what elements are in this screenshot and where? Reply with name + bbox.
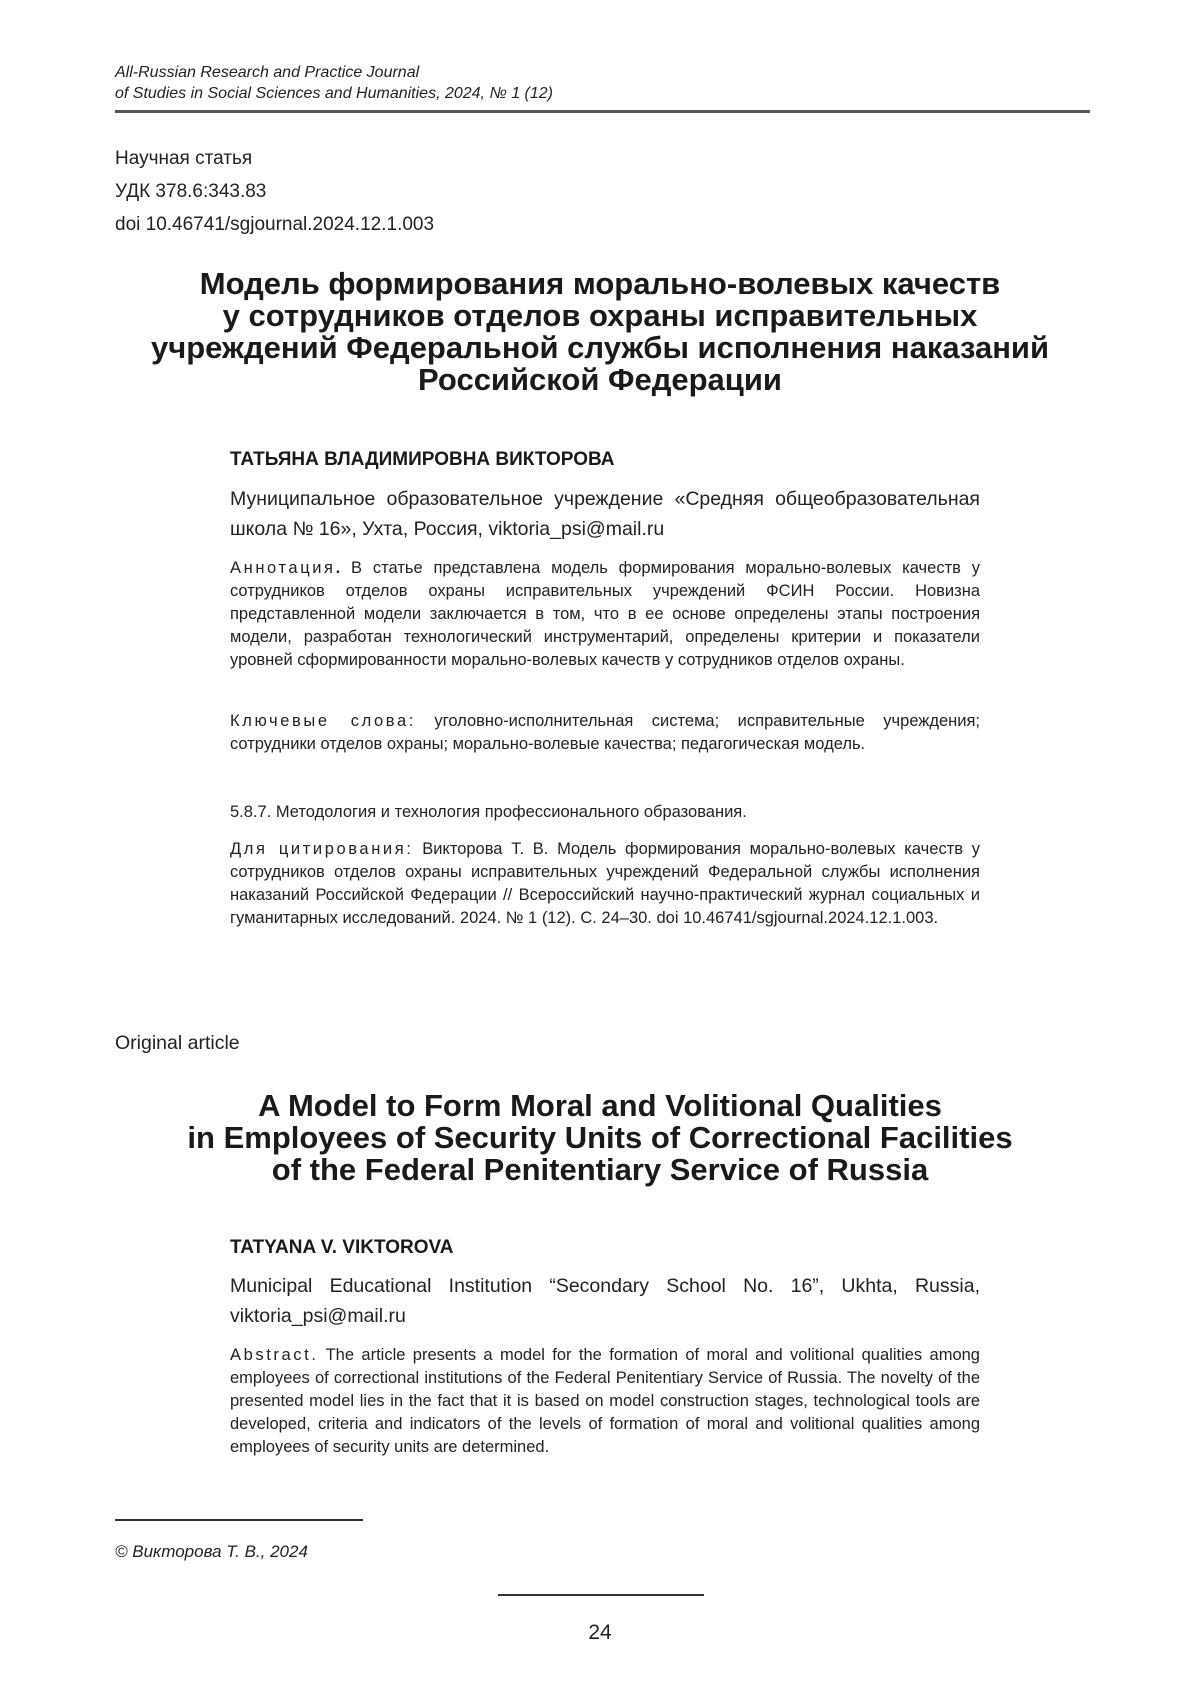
footnote-rule — [115, 1519, 363, 1521]
title-ru-line: учреждений Федеральной службы исполнения наказаний — [150, 330, 1050, 365]
abstract-en — [230, 1344, 980, 1459]
article-type-ru: Научная статья — [115, 148, 253, 169]
citation-ru-label: Для цитирования: — [230, 840, 414, 858]
abstract-en-text: The article presents a model for the formation of moral and volitional qualities among employees of correctional institutions of the Federal Penitentiary Service of Russia. The novelty of the presented model lies in the fact that it is based on model construction stages, technological tools are developed, criteria and indicators of the levels of formation of moral and volitional qualities among employees of security units are determined. — [230, 1346, 980, 1456]
keywords-ru-text: уголовно-исполнительная система; исправительные учреждения; сотрудники отделов охраны; морально-волевые качества; педагогическая модель. — [230, 712, 980, 753]
affiliation-ru — [230, 484, 980, 544]
title-ru-line: Российской Федерации — [418, 362, 782, 397]
doi-ru: doi 10.46741/sgjournal.2024.12.1.003 — [115, 214, 435, 235]
article-meta — [115, 142, 434, 241]
specialty-ru-text: 5.8.7. Методология и технология профессионального образования. — [230, 803, 747, 821]
abstract-en-label: Abstract. — [230, 1346, 319, 1364]
keywords-ru-label: Ключевые слова: — [230, 712, 416, 730]
affiliation-ru-text: Муниципальное образовательное учреждение «Средняя общеобразовательная школа № 16», Ухта, Россия, viktoria_psi@mail.ru — [230, 488, 980, 540]
title-ru-line: Модель формирования морально-волевых качеств — [199, 266, 1001, 301]
title-ru — [100, 268, 1100, 396]
abstract-en-paragraph — [230, 1344, 980, 1459]
author-en — [230, 1236, 980, 1260]
citation-ru — [230, 838, 980, 930]
citation-ru-text: Викторова Т. В. Модель формирования морально-волевых качеств у сотрудников отделов охраны исправительных учреждений Федеральной службы исполнения наказаний Российской Федерации // Всероссийский научно-практический журнал социальных и гуманитарных исследований. 2024. № 1 (12). С. 24–30. doi 10.46741/sgjournal.2024.12.1.003. — [230, 840, 980, 927]
author-name-en: TATYANA V. VIKTOROVA — [230, 1237, 454, 1258]
author-ru — [230, 448, 980, 472]
copyright-note: © Викторова Т. В., 2024 — [115, 1542, 308, 1561]
abstract-ru-text: В статье представлена модель формирования морально-волевых качеств у сотрудников отделов охраны исправительных учреждений ФСИН России. Новизна представленной модели заключается в том, что в ее основе определены этапы построения модели, разработан технологический инструментарий, определены критерии и показатели уровней сформированности морально-волевых качеств у сотрудников отделов охраны. — [230, 559, 980, 669]
affiliation-en-text: Municipal Educational Institution “Secondary School No. 16”, Ukhta, Russia, viktoria_psi@mail.ru — [230, 1275, 980, 1327]
running-head-line-2: of Studies in Social Sciences and Humanities, 2024, № 1 (12) — [115, 85, 554, 102]
abstract-ru — [230, 557, 980, 672]
title-en-line: of the Federal Penitentiary Service of Russia — [271, 1152, 929, 1187]
running-head-rule — [115, 110, 1090, 113]
abstract-ru-label: Аннотация — [230, 559, 336, 577]
keywords-ru — [230, 710, 980, 756]
keywords-ru-paragraph — [230, 710, 980, 756]
page-number-rule — [498, 1594, 704, 1596]
citation-ru-paragraph — [230, 838, 980, 930]
author-name-ru: ТАТЬЯНА ВЛАДИМИРОВНА ВИКТОРОВА — [230, 449, 615, 470]
specialty-ru — [230, 801, 980, 824]
abstract-ru-dot: . — [335, 559, 341, 577]
udc-code: УДК 378.6:343.83 — [115, 181, 267, 202]
running-head-line-1: All-Russian Research and Practice Journal — [115, 64, 420, 81]
title-en-line: in Employees of Security Units of Correctional Facilities — [187, 1120, 1013, 1155]
running-head — [115, 62, 1090, 104]
abstract-ru-paragraph — [230, 557, 980, 672]
affiliation-en — [230, 1271, 980, 1331]
title-en-line: A Model to Form Moral and Volitional Qualities — [258, 1088, 942, 1123]
title-en — [100, 1090, 1100, 1186]
page-number: 24 — [588, 1621, 612, 1644]
title-ru-line: у сотрудников отделов охраны исправительных — [222, 298, 978, 333]
article-type-en: Original article — [115, 1032, 240, 1054]
